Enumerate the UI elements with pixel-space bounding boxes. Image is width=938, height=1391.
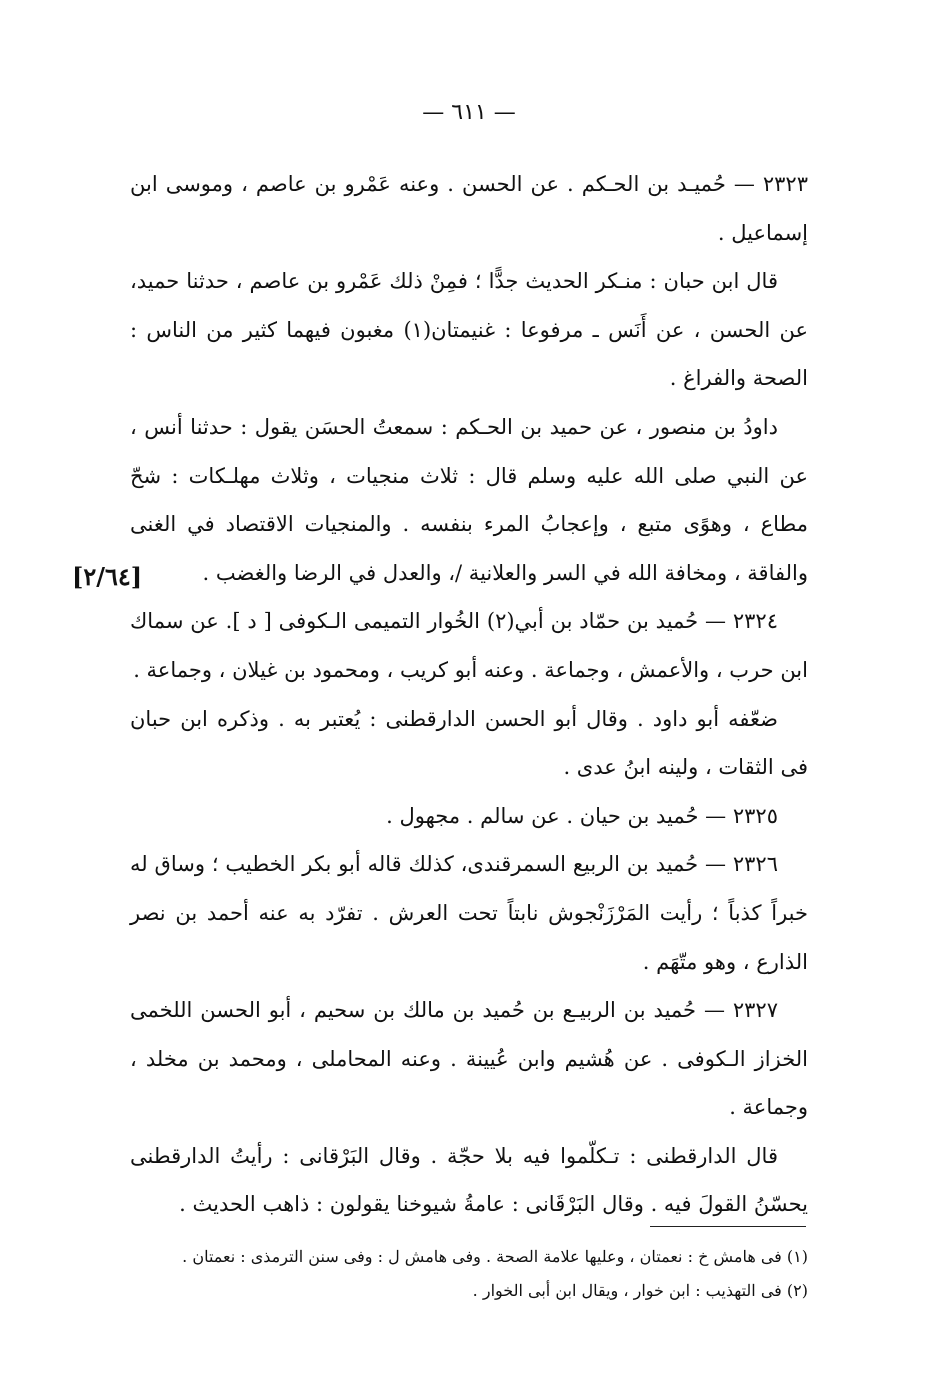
entry-2323: ٢٣٢٣ — حُميـد بن الحـكم . عن الحسن . وعنه عَمْرو بن عاصم ، وموسى ابن إسماعيل .: [130, 172, 808, 245]
footnote-divider: [650, 1226, 806, 1227]
entry-2323-dawud: داودُ بن منصور ، عن حميد بن الحـكم : سمعتُ الحسَن يقول : حدثنا أنس ، عن النبي صلى الله عليه وسلم قال : ثلاث منجيات ، وثلاث مهلـكات : شحّ مطاع ، وهوًى متبع ، وإعجابُ المرء بنفسه . والمنجيات الاقتصاد في الغنى والفاقة ، ومخافة الله في السر والعلانية /، والعدل في الرضا والغضب .: [130, 414, 808, 585]
entry-2323-ibn-hibban: قال ابن حبان : منـكر الحديث جدًّا ؛ فمِنْ ذلك عَمْرو بن عاصم ، حدثنا حميد، عن الحسن ، عن أَنَس ـ مرفوعا : غنيمتان(١) مغبون فيهما كثير من الناس : الصحة والفراغ .: [130, 269, 809, 391]
entry-2327-grading: قال الدارقطنى : تـكلّموا فيه بلا حجّة . وقال البَرْقانى : رأيتُ الدارقطنى يحسّنُ القولَ فيه . وقال البَرْقَانى : عامةُ شيوخنا يقولون : ذاهب الحديث .: [130, 1143, 808, 1217]
entry-2324: ٢٣٢٤ — حُميد بن حمّاد بن أبي(٢) الخُوار التميمى الـكوفى [ د ]. عن سماك ابن حرب ، والأعمش ، وجماعة . وعنه أبو كريب ، ومحمود بن غيلان ، وجماعة .: [130, 609, 808, 682]
page-number: — ٦١١ —: [422, 100, 516, 125]
footnotes: [130, 1240, 808, 1308]
entry-2326: ٢٣٢٦ — حُميد بن الربيع السمرقندى، كذلك قاله أبو بكر الخطيب ؛ وساق له خبراً كذباً ؛ رأيت المَرْزَنْجوش نابتاً تحت العرش . تفرّد به عنه أحمد بن نصر الذارع ، وهو متّهَم .: [130, 852, 808, 974]
entry-2324-grading: ضعّفه أبو داود . وقال أبو الحسن الدارقطنى : يُعتبر به . وذكره ابن حبان فى الثقات ، ولينه ابنُ عدى .: [130, 706, 808, 780]
margin-reference: [٢/٦٤]: [72, 562, 143, 591]
footnote-2: (٢) فى التهذيب : ابن خوار ، ويقال ابن أبى الخوار .: [472, 1281, 808, 1300]
entry-2325: ٢٣٢٥ — حُميد بن حيان . عن سالم . مجهول .: [386, 803, 778, 828]
footnote-1: (١) فى هامش خ : نعمتان ، وعليها علامة الصحة . وفى هامش ل : وفى سنن الترمذى : نعمتان .: [182, 1247, 808, 1266]
entry-2327: ٢٣٢٧ — حُميد بن الربيـع بن حُميد بن مالك بن سحيم ، أبو الحسن اللخمى الخزاز الـكوفى . عن هُشيم وابن عُيينة . وعنه المحاملى ، ومحمد بن مخلد ، وجماعة .: [130, 998, 808, 1120]
main-text: [130, 160, 808, 1229]
